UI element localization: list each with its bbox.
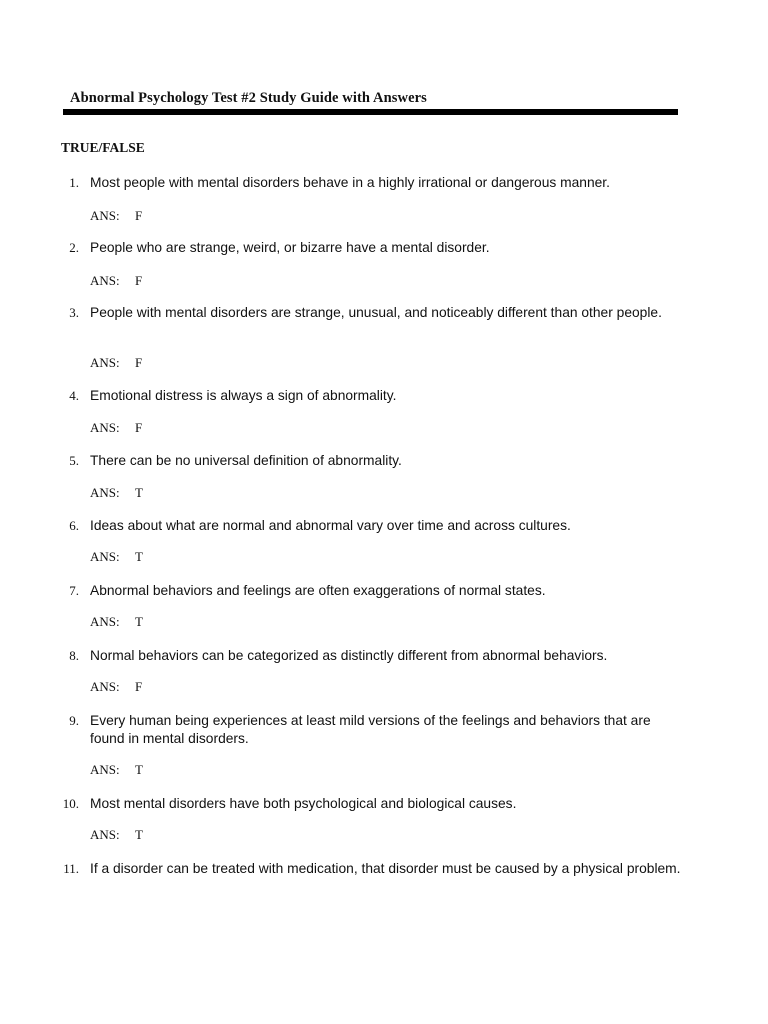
answer-label: ANS: [90,679,120,694]
answer-line [90,827,143,843]
answer-line [90,614,143,630]
answer-line [90,420,142,436]
answer-label: ANS: [90,827,120,842]
question-number: 4. [69,388,79,403]
question-number: 9. [69,713,79,728]
question-text: Most mental disorders have both psychological and biological causes. [90,796,517,811]
answer-value: F [135,355,143,370]
question-number: 3. [69,305,79,320]
title-divider [63,109,678,115]
answer-line [90,485,143,501]
answer-value: F [135,679,143,694]
question-text: People with mental disorders are strange, unusual, and noticeably different than other people. [90,305,662,320]
question-number: 10. [62,796,79,811]
answer-line [90,679,142,695]
question-number: 1. [69,175,79,190]
answer-line [90,355,142,371]
answer-label: ANS: [90,355,120,370]
question-text: Every human being experiences at least mild versions of the feelings and behaviors that are found in mental disorders. [90,713,651,746]
answer-line [90,273,142,289]
question-text: There can be no universal definition of abnormality. [90,453,402,468]
question-text: Normal behaviors can be categorized as distinctly different from abnormal behaviors. [90,648,608,663]
answer-value: F [135,273,143,288]
answer-value: T [135,549,143,564]
document-title: Abnormal Psychology Test #2 Study Guide with Answers [70,90,427,106]
question-text: Most people with mental disorders behave in a highly irrational or dangerous manner. [90,175,610,190]
answer-label: ANS: [90,273,120,288]
question-text: Emotional distress is always a sign of abnormality. [90,388,397,403]
answer-line [90,208,142,224]
question-number: 7. [69,583,79,598]
answer-label: ANS: [90,762,120,777]
answer-label: ANS: [90,549,120,564]
answer-label: ANS: [90,420,120,435]
answer-line [90,549,143,565]
answer-label: ANS: [90,208,120,223]
answer-value: T [135,827,143,842]
question-number: 8. [69,648,79,663]
answer-value: T [135,762,143,777]
answer-line [90,762,143,778]
question-number: 2. [69,240,79,255]
section-heading: TRUE/FALSE [61,140,145,155]
question-text: Ideas about what are normal and abnormal vary over time and across cultures. [90,518,571,533]
question-number: 6. [69,518,79,533]
answer-value: F [135,420,143,435]
question-text: If a disorder can be treated with medication, that disorder must be caused by a physical problem. [90,861,681,876]
question-number: 5. [69,453,79,468]
question-text: Abnormal behaviors and feelings are often exaggerations of normal states. [90,583,546,598]
answer-label: ANS: [90,485,120,500]
answer-value: T [135,485,143,500]
question-text: People who are strange, weird, or bizarre have a mental disorder. [90,240,490,255]
answer-value: F [135,208,143,223]
question-number: 11. [63,861,79,876]
answer-value: T [135,614,143,629]
answer-label: ANS: [90,614,120,629]
